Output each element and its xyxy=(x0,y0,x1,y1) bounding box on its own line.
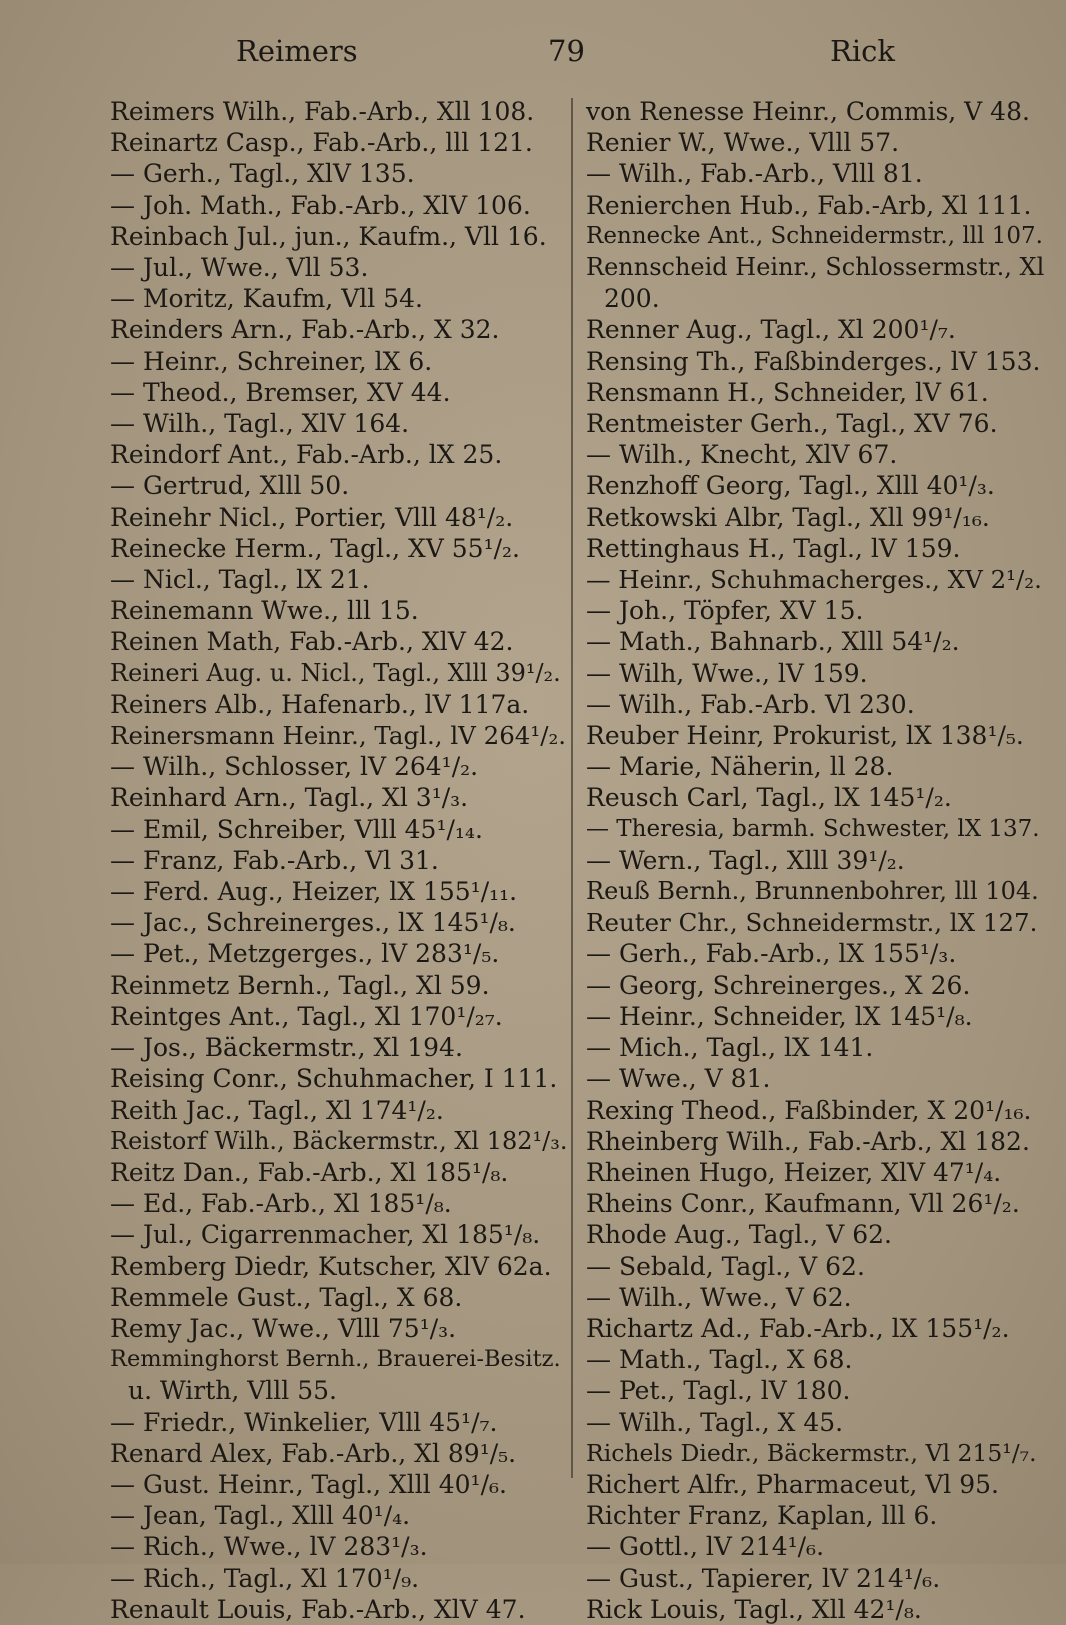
directory-entry: — Rich., Tagl., Xl 170¹/₉. xyxy=(110,1563,420,1593)
directory-entry: Rhode Aug., Tagl., V 62. xyxy=(586,1220,892,1250)
directory-entry: — Wilh., Wwe., V 62. xyxy=(586,1282,852,1312)
directory-entry: Reindorf Ant., Fab.-Arb., lX 25. xyxy=(110,440,503,470)
directory-entry: — Moritz, Kaufm, Vll 54. xyxy=(110,284,423,314)
directory-entry: Reusch Carl, Tagl., lX 145¹/₂. xyxy=(586,783,952,813)
directory-entry: Reinecke Herm., Tagl., XV 55¹/₂. xyxy=(110,533,520,563)
directory-entry: — Wilh., Fab.-Arb. Vl 230. xyxy=(586,689,915,719)
directory-entry: — Marie, Näherin, ll 28. xyxy=(586,752,894,782)
directory-entry: Rettinghaus H., Tagl., lV 159. xyxy=(586,533,961,563)
directory-entry: — Heinr., Schreiner, lX 6. xyxy=(110,346,433,376)
directory-entry: — Jos., Bäckermstr., Xl 194. xyxy=(110,1033,463,1063)
directory-entry: — Theresia, barmh. Schwester, lX 137. xyxy=(586,815,1040,842)
directory-entry: Reintges Ant., Tagl., Xl 170¹/₂₇. xyxy=(110,1001,503,1031)
directory-entry: — Ferd. Aug., Heizer, lX 155¹/₁₁. xyxy=(110,877,518,907)
directory-entry: Remy Jac., Wwe., Vlll 75¹/₃. xyxy=(110,1313,457,1343)
directory-entry: Reinhard Arn., Tagl., Xl 3¹/₃. xyxy=(110,783,469,813)
directory-entry: — Jac., Schreinerges., lX 145¹/₈. xyxy=(110,908,516,938)
directory-entry: Reimers Wilh., Fab.-Arb., Xll 108. xyxy=(110,97,535,126)
directory-entry: Retkowski Albr, Tagl., Xll 99¹/₁₆. xyxy=(586,502,990,532)
directory-entry: — Pet., Metzgerges., lV 283¹/₅. xyxy=(110,939,500,969)
page-header xyxy=(0,34,1066,84)
directory-entry: — Gust., Tapierer, lV 214¹/₆. xyxy=(586,1563,941,1593)
directory-entry: Reuber Heinr, Prokurist, lX 138¹/₅. xyxy=(586,721,1024,751)
directory-entry: Richels Diedr., Bäckermstr., Vl 215¹/₇. xyxy=(586,1438,1037,1467)
directory-entry: — Rich., Wwe., lV 283¹/₃. xyxy=(110,1532,428,1562)
directory-entry: Renzhoff Georg, Tagl., Xlll 40¹/₃. xyxy=(586,471,995,501)
directory-entry: Richartz Ad., Fab.-Arb., lX 155¹/₂. xyxy=(586,1313,1010,1343)
directory-entry: Reinen Math, Fab.-Arb., XlV 42. xyxy=(110,627,514,657)
column-divider xyxy=(571,98,573,1478)
directory-entry: — Math., Bahnarb., Xlll 54¹/₂. xyxy=(586,627,960,657)
directory-entry: Reuter Chr., Schneidermstr., lX 127. xyxy=(586,908,1038,938)
directory-entry: — Gottl., lV 214¹/₆. xyxy=(586,1532,825,1562)
directory-entry: Renier W., Wwe., Vlll 57. xyxy=(586,128,900,158)
directory-entry: Rheins Conr., Kaufmann, Vll 26¹/₂. xyxy=(586,1189,1020,1219)
directory-entry: — Franz, Fab.-Arb., Vl 31. xyxy=(110,845,439,875)
directory-entry: Rick Louis, Tagl., Xll 42¹/₈. xyxy=(586,1594,922,1624)
directory-entry: von Renesse Heinr., Commis, V 48. xyxy=(586,97,1030,126)
directory-entry: — Nicl., Tagl., lX 21. xyxy=(110,565,370,595)
directory-entry: Reiners Alb., Hafenarb., lV 117a. xyxy=(110,689,530,719)
directory-entry: Rennecke Ant., Schneidermstr., lll 107. xyxy=(586,222,1043,249)
directory-entry: — Joh. Math., Fab.-Arb., XlV 106. xyxy=(110,190,531,220)
directory-entry: Rensing Th., Faßbinderges., lV 153. xyxy=(586,346,1041,376)
directory-entry: — Sebald, Tagl., V 62. xyxy=(586,1251,865,1281)
directory-entry: Reith Jac., Tagl., Xl 174¹/₂. xyxy=(110,1095,444,1125)
directory-entry: Reinersmann Heinr., Tagl., lV 264¹/₂. xyxy=(110,721,567,751)
directory-entry: Reitz Dan., Fab.-Arb., Xl 185¹/₈. xyxy=(110,1157,509,1187)
directory-entry: Richert Alfr., Pharmaceut, Vl 95. xyxy=(586,1469,999,1499)
directory-entry: Rentmeister Gerh., Tagl., XV 76. xyxy=(586,409,998,439)
directory-entry: — Wilh, Wwe., lV 159. xyxy=(586,658,868,688)
directory-entry: — Wern., Tagl., Xlll 39¹/₂. xyxy=(586,845,905,875)
left-column xyxy=(110,96,568,1625)
directory-entry: Richter Franz, Kaplan, lll 6. xyxy=(586,1501,938,1531)
directory-entry: — Pet., Tagl., lV 180. xyxy=(586,1376,851,1406)
directory-entry: — Gerh., Tagl., XlV 135. xyxy=(110,159,415,189)
directory-entry: Reinemann Wwe., lll 15. xyxy=(110,596,419,626)
directory-entry: — Jul., Cigarrenmacher, Xl 185¹/₈. xyxy=(110,1220,541,1250)
running-head-left: Reimers xyxy=(236,34,358,68)
directory-entry: — Mich., Tagl., lX 141. xyxy=(586,1033,874,1063)
directory-entry: — Friedr., Winkelier, Vlll 45¹/₇. xyxy=(110,1407,498,1437)
right-column xyxy=(586,96,1044,1625)
directory-entry: — Gust. Heinr., Tagl., Xlll 40¹/₆. xyxy=(110,1469,507,1499)
directory-entry: Reinehr Nicl., Portier, Vlll 48¹/₂. xyxy=(110,502,514,532)
directory-entry: Rensmann H., Schneider, lV 61. xyxy=(586,377,989,407)
directory-entry: — Gerh., Fab.-Arb., lX 155¹/₃. xyxy=(586,939,957,969)
directory-entry: Rexing Theod., Faßbinder, X 20¹/₁₆. xyxy=(586,1095,1032,1125)
directory-entry: Remmele Gust., Tagl., X 68. xyxy=(110,1282,463,1312)
directory-entry: Reineri Aug. u. Nicl., Tagl., Xlll 39¹/₂. xyxy=(110,658,561,687)
directory-entry: — Wilh., Schlosser, lV 264¹/₂. xyxy=(110,752,479,782)
directory-entry: Renard Alex, Fab.-Arb., Xl 89¹/₅. xyxy=(110,1438,517,1468)
directory-entry: Reuß Bernh., Brunnenbohrer, lll 104. xyxy=(586,877,1039,906)
directory-entry: — Wwe., V 81. xyxy=(586,1064,771,1094)
directory-entry: Rheinberg Wilh., Fab.-Arb., Xl 182. xyxy=(586,1126,1030,1156)
directory-entry: Rennscheid Heinr., Schlossermstr., Xl xyxy=(586,253,1045,282)
directory-entry: — Jul., Wwe., Vll 53. xyxy=(110,253,369,283)
directory-entry: Reinders Arn., Fab.-Arb., X 32. xyxy=(110,315,500,345)
directory-entry: Remberg Diedr, Kutscher, XlV 62a. xyxy=(110,1251,552,1281)
directory-entry: — Joh., Töpfer, XV 15. xyxy=(586,596,864,626)
directory-entry: — Wilh., Tagl., X 45. xyxy=(586,1407,844,1437)
directory-entry: — Wilh., Fab.-Arb., Vlll 81. xyxy=(586,159,923,189)
directory-entry: — Math., Tagl., X 68. xyxy=(586,1345,853,1375)
directory-entry: — Emil, Schreiber, Vlll 45¹/₁₄. xyxy=(110,814,483,844)
directory-entry: — Wilh., Knecht, XlV 67. xyxy=(586,440,898,470)
directory-entry: Renault Louis, Fab.-Arb., XlV 47. xyxy=(110,1594,526,1624)
directory-entry: Reinbach Jul., jun., Kaufm., Vll 16. xyxy=(110,221,547,251)
directory-entry: u. Wirth, Vlll 55. xyxy=(128,1376,337,1406)
directory-entry: — Theod., Bremser, XV 44. xyxy=(110,377,451,407)
directory-entry: — Heinr., Schneider, lX 145¹/₈. xyxy=(586,1001,973,1031)
directory-entry: — Jean, Tagl., Xlll 40¹/₄. xyxy=(110,1501,411,1531)
directory-entry: — Ed., Fab.-Arb., Xl 185¹/₈. xyxy=(110,1189,452,1219)
page-number: 79 xyxy=(548,34,585,68)
directory-entry: 200. xyxy=(604,284,660,314)
directory-entry: Renner Aug., Tagl., Xl 200¹/₇. xyxy=(586,315,956,345)
running-head-right: Rick xyxy=(830,34,895,68)
directory-entry: — Georg, Schreinerges., X 26. xyxy=(586,970,971,1000)
directory-entry: — Heinr., Schuhmacherges., XV 2¹/₂. xyxy=(586,565,1042,595)
directory-entry: Reinartz Casp., Fab.-Arb., lll 121. xyxy=(110,128,533,158)
directory-entry: — Wilh., Tagl., XlV 164. xyxy=(110,409,410,439)
directory-entry: Reinmetz Bernh., Tagl., Xl 59. xyxy=(110,970,490,1000)
directory-entry: Rheinen Hugo, Heizer, XlV 47¹/₄. xyxy=(586,1157,1002,1187)
directory-entry: Remminghorst Bernh., Brauerei-Besitz. xyxy=(110,1346,561,1373)
directory-entry: — Gertrud, Xlll 50. xyxy=(110,471,350,501)
directory-entry: Renierchen Hub., Fab.-Arb, Xl 111. xyxy=(586,190,1032,220)
directory-entry: Reising Conr., Schuhmacher, I 111. xyxy=(110,1064,558,1094)
directory-entry: Reistorf Wilh., Bäckermstr., Xl 182¹/₃. xyxy=(110,1126,568,1155)
